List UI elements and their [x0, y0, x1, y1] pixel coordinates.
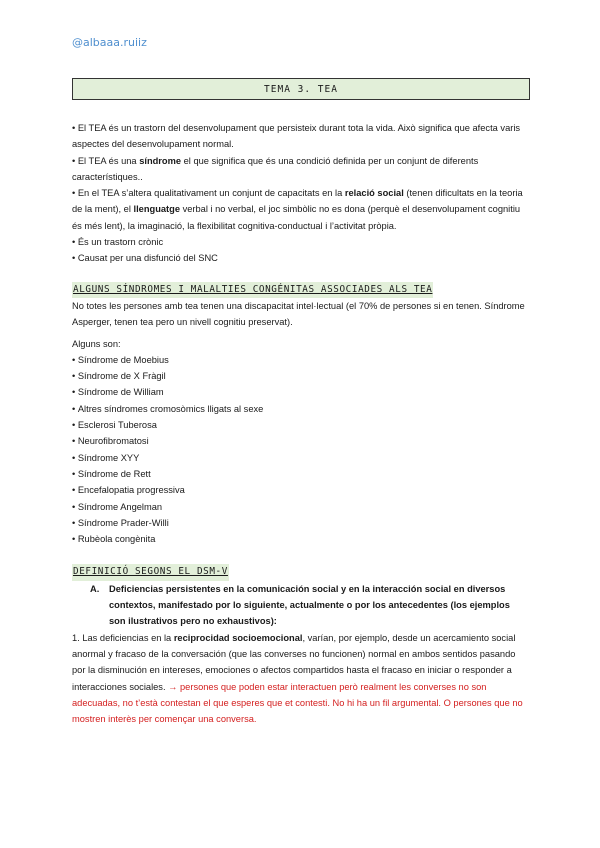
- syndrome-list-item: • Neurofibromatosi: [72, 433, 528, 449]
- dsm-criterion-text: Deficiencias persistentes en la comunicación social y en la interacción social en diversos contextos, manifestado por lo siguiente, actualmente o por los antecedentes (los ejemplos son ilustrativos pero no exhaustivos):: [109, 583, 510, 627]
- author-handle: @albaaa.ruiiz: [72, 36, 147, 49]
- syndrome-list-item: • Altres síndromes cromosòmics lligats al sexe: [72, 401, 528, 417]
- syndrome-list-item: • Esclerosi Tuberosa: [72, 417, 528, 433]
- syndrome-list-item: • Síndrome de Moebius: [72, 352, 528, 368]
- intro-bullet-3-text-e: verbal i no verbal, el joc simbòlic no es dona (perquè el desenvolupament cognitiu és més lent), la imaginació, la flexibilitat cognitiva-conductual i l’activitat pròpia.: [72, 204, 521, 231]
- intro-bullet-4: [72, 234, 528, 250]
- intro-bullet-2-bold: síndrome: [139, 155, 182, 166]
- intro-bullet-3-bold-2: llenguatge: [133, 204, 180, 215]
- intro-bullet-3-text-a: En el TEA s’altera qualitativament un conjunt de capacitats en la: [77, 188, 345, 199]
- section-heading-syndromes: ALGUNS SÍNDROMES I MALALTIES CONGÉNITAS ASSOCIADES ALS TEA: [72, 282, 433, 298]
- dsm-criterion-letter: A.: [90, 583, 100, 594]
- intro-bullet-1: [72, 120, 528, 153]
- dsm-point-1-bold: reciprocidad socioemocional: [173, 632, 303, 643]
- intro-bullet-1-text: El TEA és un trastorn del desenvolupament que persisteix durant tota la vida. Això significa que afecta varis aspectes del desenvolupament normal.: [72, 123, 521, 150]
- syndrome-list-item: • Síndrome de Rett: [72, 466, 528, 482]
- intro-bullet-4-text: És un trastorn crònic: [77, 237, 164, 248]
- syndrome-list-item: • Síndrome Angelman: [72, 499, 528, 515]
- document-body: [72, 120, 528, 727]
- dsm-criterion-a: [90, 581, 528, 630]
- syndrome-list-item: • Síndrome de X Fràgil: [72, 368, 528, 384]
- syndromes-intro: No totes les persones amb tea tenen una discapacitat intel·lectual (el 70% de persones si en tenen. Síndrome Asperger, tenen tea pero un nivell cognitiu preservat).: [72, 300, 525, 328]
- syndrome-list-item: • Síndrome de William: [72, 384, 528, 400]
- dsm-point-1-text-a: 1. Las deficiencias en la: [72, 632, 174, 643]
- page-title-text: TEMA 3. TEA: [264, 83, 338, 95]
- intro-bullet-2-text-a: El TEA és una: [77, 155, 140, 166]
- syndrome-list-item: • Síndrome Prader-Willi: [72, 515, 528, 531]
- intro-bullet-2: [72, 153, 528, 186]
- intro-bullet-3: [72, 185, 528, 234]
- page-title: [72, 78, 530, 100]
- intro-bullet-2-text-c: el que significa que és una condició definida per un conjunt de diferents característiques..: [72, 155, 479, 182]
- intro-bullet-3-text-c: (tenen dificultats en la teoria de la ment), el: [72, 188, 523, 215]
- syndrome-list-item: • Rubèola congènita: [72, 531, 528, 547]
- dsm-point-1-note: → persones que poden estar interactuen però realment les converses no son adecuadas, no t’està contestan el que esperes que et contesti. No hi ha un fil argumental. O persones que no mostren interès per començar una conversa.: [72, 681, 523, 725]
- intro-bullet-5: [72, 250, 528, 266]
- syndrome-list-item: • Encefalopatia progressiva: [72, 482, 528, 498]
- dsm-point-1-text-c: , varían, por ejemplo, desde un acercamiento social anormal y fracaso de la conversación (que las converses no funcionen) normal en ambos sentidos pasando por la disminución en intereses, emociones o afectos compartidos hasta el fracaso en iniciar o responder a interacciones sociales.: [72, 632, 516, 692]
- syndrome-list: [72, 352, 528, 548]
- dsm-point-1: [72, 630, 528, 728]
- section-heading-dsm: DEFINICIÓ SEGONS EL DSM-V: [72, 564, 229, 580]
- intro-bullet-3-bold-1: relació social: [344, 188, 404, 199]
- syndrome-list-item: • Síndrome XYY: [72, 450, 528, 466]
- intro-bullet-5-text: Causat per una disfunció del SNC: [77, 253, 218, 264]
- syndromes-lead: Alguns son:: [72, 338, 121, 349]
